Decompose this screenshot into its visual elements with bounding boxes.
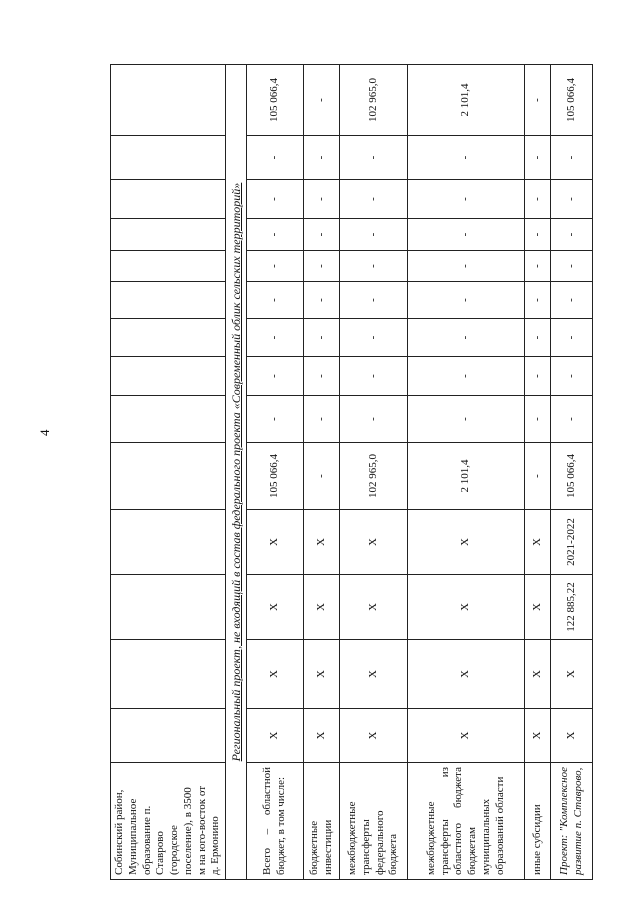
cell: - <box>247 219 304 251</box>
cell: - <box>408 282 525 319</box>
cell: X <box>525 575 551 640</box>
location-line: (городское <box>168 825 180 875</box>
cell: - <box>408 180 525 219</box>
cell: 105 066,4 <box>551 65 593 136</box>
cell: - <box>247 319 304 357</box>
cell: - <box>408 251 525 282</box>
cell: - <box>551 396 593 443</box>
cell: - <box>340 180 408 219</box>
empty-cell <box>111 219 226 251</box>
table-row <box>304 65 340 880</box>
table-row <box>247 65 304 880</box>
cell: - <box>408 357 525 396</box>
cell: X <box>340 709 408 763</box>
cell: - <box>408 396 525 443</box>
location-line: м на юго-восток от <box>195 785 208 875</box>
cell: X <box>525 640 551 709</box>
budget-table-rotated <box>110 65 584 880</box>
location-line: Муниципальное образование п. <box>126 798 153 875</box>
cell: X <box>304 510 340 575</box>
cell: - <box>551 180 593 219</box>
cell: X <box>408 510 525 575</box>
cell: - <box>408 136 525 180</box>
cell: - <box>340 282 408 319</box>
table-row <box>340 65 408 880</box>
empty-cell <box>111 396 226 443</box>
cell: X <box>525 510 551 575</box>
cell: X <box>247 640 304 709</box>
cell: 122 885,22 <box>551 575 593 640</box>
cell: - <box>247 396 304 443</box>
cell: - <box>304 136 340 180</box>
cell: - <box>525 319 551 357</box>
empty-cell <box>111 65 226 136</box>
table-row-location <box>111 65 226 880</box>
cell: X <box>247 510 304 575</box>
location-cell <box>111 763 226 880</box>
empty-cell <box>111 136 226 180</box>
cell: - <box>525 251 551 282</box>
cell: X <box>304 575 340 640</box>
cell: - <box>551 319 593 357</box>
empty-cell <box>111 575 226 640</box>
cell: X <box>340 640 408 709</box>
cell: X <box>304 709 340 763</box>
empty-cell <box>111 640 226 709</box>
cell: - <box>408 319 525 357</box>
cell: - <box>340 319 408 357</box>
cell: - <box>525 357 551 396</box>
cell: - <box>304 396 340 443</box>
cell: - <box>525 136 551 180</box>
cell: - <box>551 136 593 180</box>
cell: 102 965,0 <box>340 65 408 136</box>
budget-table <box>110 64 593 880</box>
cell: - <box>304 357 340 396</box>
cell: X <box>247 575 304 640</box>
empty-cell <box>111 709 226 763</box>
cell: X <box>408 640 525 709</box>
cell: 2021-2022 <box>551 510 593 575</box>
cell: - <box>304 319 340 357</box>
location-line: поселение), в 3500 <box>181 787 194 875</box>
cell: - <box>340 251 408 282</box>
cell: 2 101,4 <box>408 443 525 510</box>
cell: - <box>304 443 340 510</box>
cell: - <box>408 219 525 251</box>
cell: X <box>304 640 340 709</box>
empty-cell <box>111 510 226 575</box>
cell: 105 066,4 <box>247 443 304 510</box>
cell: - <box>525 443 551 510</box>
cell: 102 965,0 <box>340 443 408 510</box>
cell: X <box>340 575 408 640</box>
empty-cell <box>111 357 226 396</box>
cell: 105 066,4 <box>551 443 593 510</box>
cell: - <box>304 282 340 319</box>
cell: X <box>408 575 525 640</box>
cell: - <box>525 219 551 251</box>
cell: - <box>340 396 408 443</box>
empty-cell <box>111 180 226 219</box>
cell: - <box>247 180 304 219</box>
row-label: бюджетные инвестиции <box>304 763 340 880</box>
row-label: межбюджетные трансферты из областного бюджета бюджетам муниципальных образований области <box>408 763 525 880</box>
cell: - <box>525 282 551 319</box>
project-label: Проект: "Комплексное развитие п. Ставрово, <box>551 763 593 880</box>
cell: - <box>304 180 340 219</box>
cell: - <box>525 65 551 136</box>
cell: - <box>525 396 551 443</box>
location-line: Собинский район, <box>113 789 125 875</box>
cell: - <box>247 357 304 396</box>
cell: X <box>408 709 525 763</box>
cell: - <box>247 136 304 180</box>
empty-cell <box>111 282 226 319</box>
cell: - <box>340 219 408 251</box>
row-label: иные субсидии <box>525 763 551 880</box>
location-line: Ставрово <box>154 831 167 875</box>
cell: 105 066,4 <box>247 65 304 136</box>
cell: X <box>247 709 304 763</box>
cell: - <box>551 251 593 282</box>
section-title: Региональный проект, не входящий в состав федерального проекта «Современный облик сельских территорий» <box>226 65 247 880</box>
table-row-section <box>226 65 247 880</box>
cell: X <box>525 709 551 763</box>
empty-cell <box>111 319 226 357</box>
cell: X <box>551 640 593 709</box>
cell: - <box>551 219 593 251</box>
row-label: межбюджетные трансферты федерального бюджета <box>340 763 408 880</box>
cell: - <box>525 180 551 219</box>
cell: - <box>304 219 340 251</box>
table-row <box>408 65 525 880</box>
cell: - <box>551 282 593 319</box>
table-row-project <box>551 65 593 880</box>
row-label: Всего – областной бюджет, в том числе: <box>247 763 304 880</box>
cell: 2 101,4 <box>408 65 525 136</box>
cell: X <box>340 510 408 575</box>
cell: - <box>247 282 304 319</box>
cell: - <box>304 65 340 136</box>
table-row <box>525 65 551 880</box>
location-line: д. Ермонино <box>209 816 222 875</box>
cell: - <box>304 251 340 282</box>
cell: - <box>340 357 408 396</box>
empty-cell <box>111 251 226 282</box>
cell: X <box>551 709 593 763</box>
cell: - <box>340 136 408 180</box>
cell: - <box>551 357 593 396</box>
empty-cell <box>111 443 226 510</box>
cell: - <box>247 251 304 282</box>
page-number: 4 <box>37 429 52 436</box>
